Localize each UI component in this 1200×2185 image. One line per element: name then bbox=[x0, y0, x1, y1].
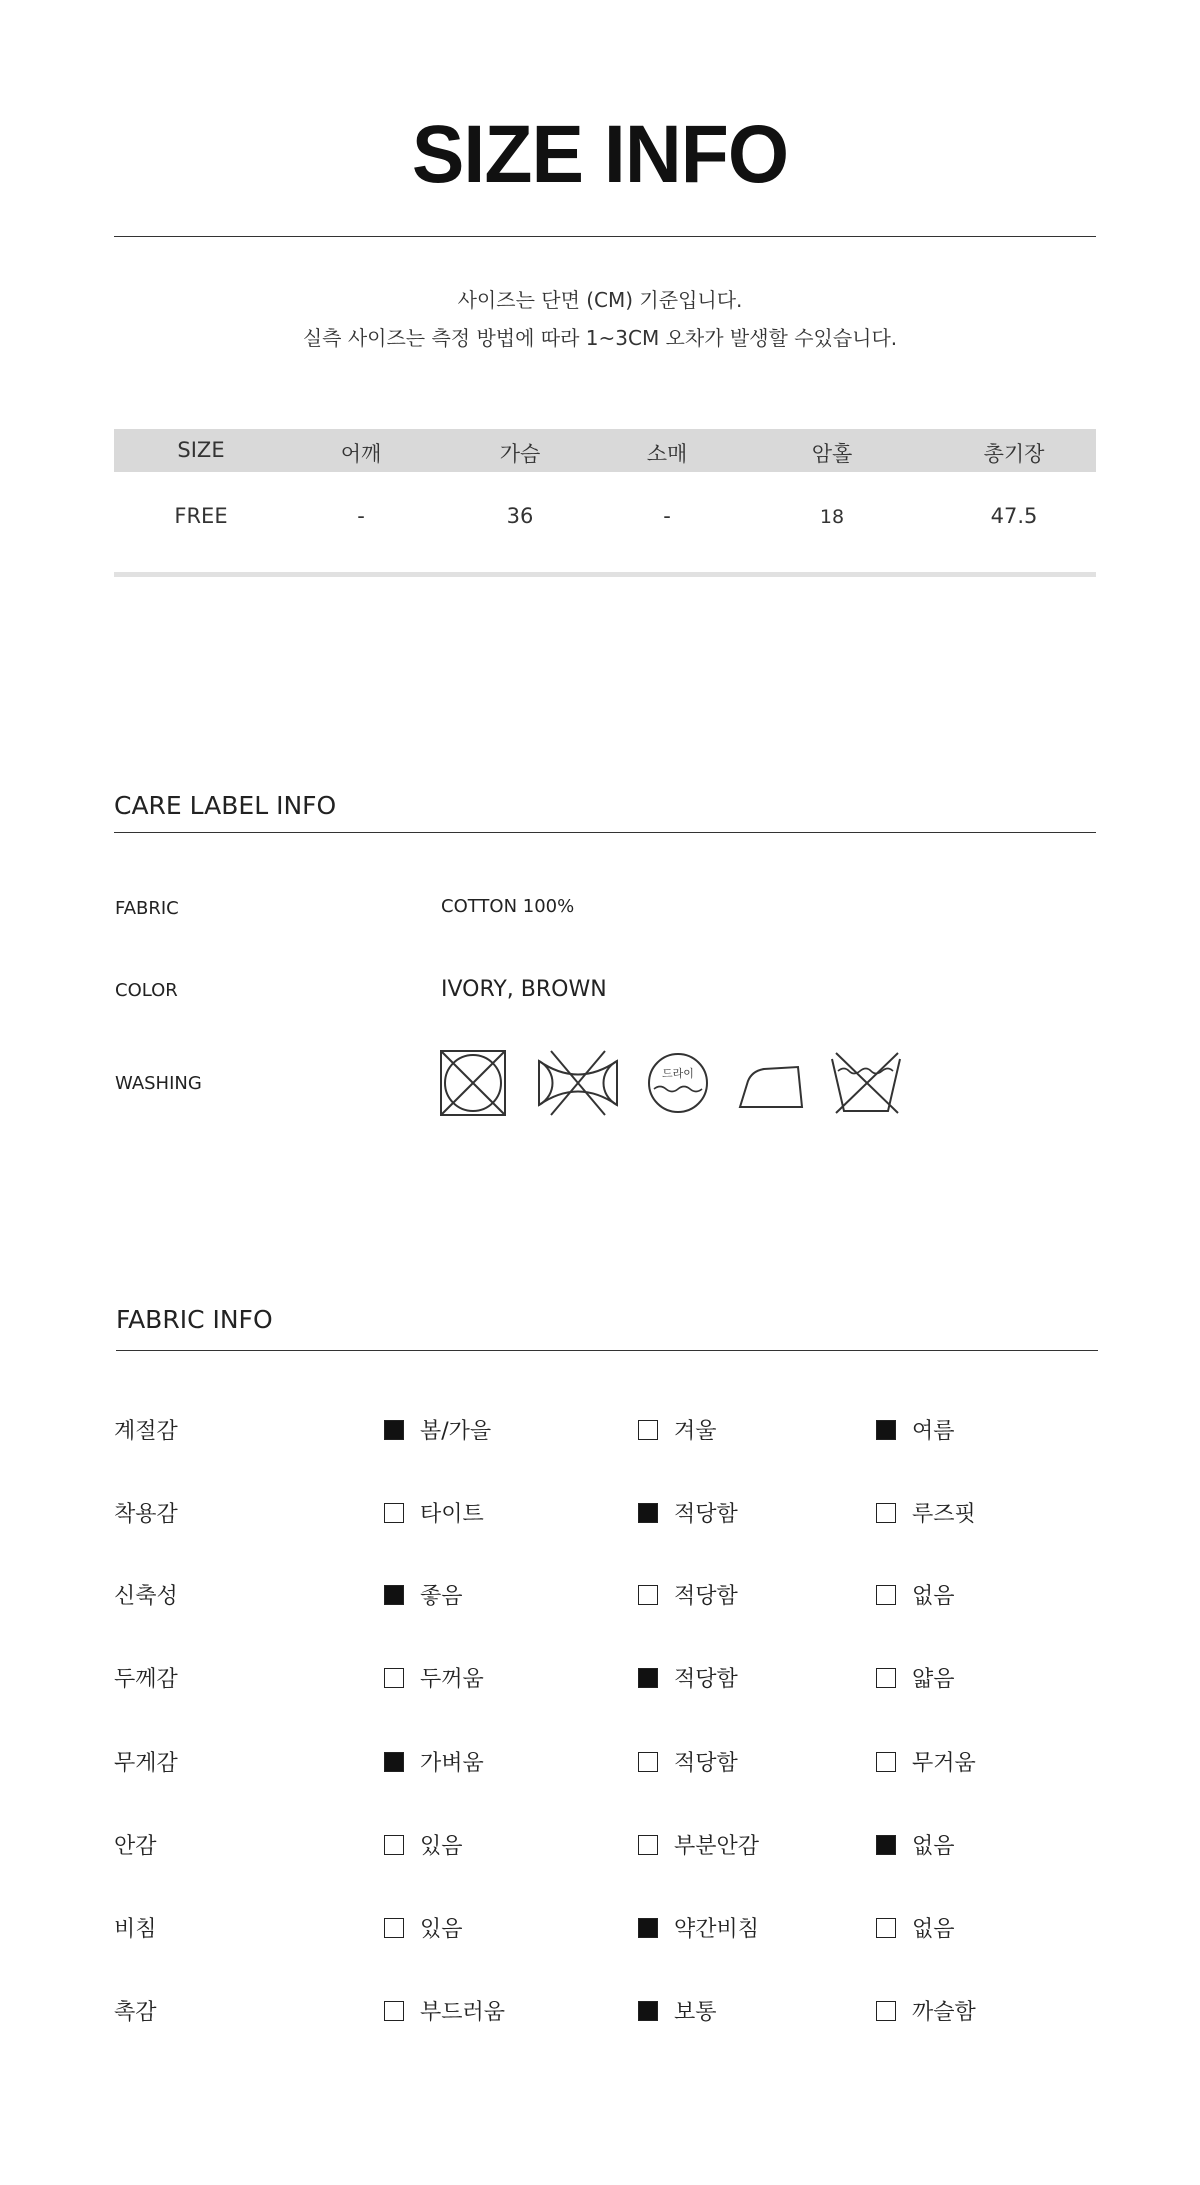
cell-armhole: 18 bbox=[819, 506, 845, 528]
fabric-option-label: 적당함 bbox=[674, 1584, 738, 1609]
dry-clean-text: 드라이 bbox=[662, 1067, 694, 1080]
fabric-option[interactable] bbox=[876, 1497, 976, 1528]
fabric-option[interactable] bbox=[876, 1662, 955, 1693]
size-notice-line2: 실측 사이즈는 측정 방법에 따라 1~3CM 오차가 발생할 수있습니다. bbox=[302, 326, 898, 350]
fabric-option-label: 부드러움 bbox=[420, 2000, 506, 2025]
unchecked-box-icon[interactable] bbox=[384, 1835, 404, 1855]
cell-total-length: 47.5 bbox=[990, 504, 1038, 528]
checked-box-icon[interactable] bbox=[638, 1503, 658, 1523]
fabric-option-label: 여름 bbox=[912, 1419, 955, 1444]
fabric-option-label: 있음 bbox=[420, 1834, 463, 1859]
care-label-divider bbox=[114, 832, 1096, 833]
checked-box-icon[interactable] bbox=[876, 1420, 896, 1440]
fabric-option[interactable] bbox=[638, 1414, 717, 1445]
fabric-option[interactable] bbox=[384, 1829, 463, 1860]
checked-box-icon[interactable] bbox=[876, 1835, 896, 1855]
fabric-option-label: 얇음 bbox=[912, 1667, 955, 1692]
fabric-option[interactable] bbox=[876, 1414, 955, 1445]
fabric-option-label: 무거움 bbox=[912, 1751, 976, 1776]
fabric-option[interactable] bbox=[638, 1829, 759, 1860]
header-armhole: 암홀 bbox=[811, 442, 853, 466]
no-wash-icon bbox=[437, 1045, 509, 1121]
fabric-option[interactable] bbox=[638, 1995, 717, 2026]
no-tumble-dry-icon bbox=[535, 1045, 621, 1121]
title-divider bbox=[114, 236, 1096, 237]
no-bleach-icon bbox=[828, 1045, 904, 1121]
fabric-option[interactable] bbox=[638, 1746, 738, 1777]
fabric-option[interactable] bbox=[384, 1579, 463, 1610]
header-sleeve: 소매 bbox=[646, 442, 688, 466]
fabric-option-label: 루즈핏 bbox=[912, 1502, 976, 1527]
fabric-info-divider bbox=[116, 1350, 1098, 1351]
size-table-row bbox=[114, 500, 1096, 540]
cell-chest: 36 bbox=[506, 504, 534, 528]
unchecked-box-icon[interactable] bbox=[384, 2001, 404, 2021]
fabric-option[interactable] bbox=[638, 1497, 738, 1528]
fabric-option[interactable] bbox=[876, 1912, 955, 1943]
fabric-row-label-fit: 착용감 bbox=[114, 1502, 178, 1527]
fabric-option-label: 있음 bbox=[420, 1917, 463, 1942]
fabric-row-label-lining: 안감 bbox=[114, 1834, 157, 1859]
checked-box-icon[interactable] bbox=[384, 1585, 404, 1605]
color-label: COLOR bbox=[115, 980, 178, 1001]
unchecked-box-icon[interactable] bbox=[876, 1585, 896, 1605]
unchecked-box-icon[interactable] bbox=[384, 1668, 404, 1688]
checked-box-icon[interactable] bbox=[384, 1420, 404, 1440]
fabric-option[interactable] bbox=[384, 1912, 463, 1943]
fabric-option-label: 적당함 bbox=[674, 1751, 738, 1776]
fabric-option-label: 두꺼움 bbox=[420, 1667, 484, 1692]
checked-box-icon[interactable] bbox=[638, 2001, 658, 2021]
fabric-option[interactable] bbox=[876, 1995, 976, 2026]
header-chest: 가슴 bbox=[499, 442, 541, 466]
fabric-value: COTTON 100% bbox=[441, 896, 575, 917]
fabric-row-label-sheerness: 비침 bbox=[114, 1917, 157, 1942]
fabric-option[interactable] bbox=[384, 1414, 491, 1445]
header-total-length: 총기장 bbox=[983, 442, 1045, 466]
fabric-option-label: 적당함 bbox=[674, 1502, 738, 1527]
unchecked-box-icon[interactable] bbox=[876, 1503, 896, 1523]
size-info-title: SIZE INFO bbox=[411, 109, 789, 200]
fabric-option[interactable] bbox=[876, 1579, 955, 1610]
cell-shoulder: - bbox=[357, 504, 365, 528]
checked-box-icon[interactable] bbox=[384, 1752, 404, 1772]
fabric-option-label: 까슬함 bbox=[912, 2000, 976, 2025]
fabric-option-label: 겨울 bbox=[674, 1419, 717, 1444]
unchecked-box-icon[interactable] bbox=[638, 1585, 658, 1605]
fabric-option-label: 봄/가을 bbox=[420, 1419, 492, 1444]
cell-sleeve: - bbox=[663, 504, 671, 528]
fabric-option[interactable] bbox=[384, 1746, 484, 1777]
checked-box-icon[interactable] bbox=[638, 1668, 658, 1688]
fabric-option[interactable] bbox=[384, 1497, 484, 1528]
dry-clean-icon bbox=[646, 1045, 710, 1121]
care-label-title: CARE LABEL INFO bbox=[114, 791, 337, 820]
fabric-option[interactable] bbox=[638, 1579, 738, 1610]
fabric-option[interactable] bbox=[384, 1995, 505, 2026]
fabric-option-label: 가벼움 bbox=[420, 1751, 484, 1776]
cell-size: FREE bbox=[174, 504, 228, 528]
fabric-option-label: 약간비침 bbox=[674, 1917, 760, 1942]
header-shoulder: 어깨 bbox=[340, 442, 382, 466]
fabric-row-label-weight: 무게감 bbox=[114, 1751, 178, 1776]
fabric-option[interactable] bbox=[876, 1829, 955, 1860]
fabric-option[interactable] bbox=[638, 1912, 759, 1943]
unchecked-box-icon[interactable] bbox=[876, 1918, 896, 1938]
fabric-option-label: 좋음 bbox=[420, 1584, 463, 1609]
iron-icon bbox=[736, 1045, 806, 1121]
unchecked-box-icon[interactable] bbox=[384, 1918, 404, 1938]
fabric-label: FABRIC bbox=[115, 898, 179, 919]
size-table-bottom-rule bbox=[114, 572, 1096, 577]
fabric-row-label-thickness: 두께감 bbox=[114, 1667, 178, 1692]
fabric-option[interactable] bbox=[638, 1662, 738, 1693]
fabric-option-label: 없음 bbox=[912, 1584, 955, 1609]
fabric-option[interactable] bbox=[876, 1746, 976, 1777]
fabric-option-label: 부분안감 bbox=[674, 1834, 760, 1859]
unchecked-box-icon[interactable] bbox=[876, 2001, 896, 2021]
unchecked-box-icon[interactable] bbox=[876, 1752, 896, 1772]
header-size: SIZE bbox=[177, 438, 225, 462]
unchecked-box-icon[interactable] bbox=[638, 1752, 658, 1772]
fabric-option-label: 없음 bbox=[912, 1917, 955, 1942]
unchecked-box-icon[interactable] bbox=[638, 1835, 658, 1855]
fabric-option-label: 보통 bbox=[674, 2000, 717, 2025]
fabric-option[interactable] bbox=[384, 1662, 484, 1693]
size-notice-line1: 사이즈는 단면 (CM) 기준입니다. bbox=[457, 288, 743, 312]
fabric-row-label-season: 계절감 bbox=[114, 1419, 178, 1444]
fabric-option-label: 적당함 bbox=[674, 1667, 738, 1692]
color-value: IVORY, BROWN bbox=[441, 977, 607, 1002]
fabric-row-label-stretch: 신축성 bbox=[114, 1584, 178, 1609]
fabric-option-label: 없음 bbox=[912, 1834, 955, 1859]
fabric-info-title: FABRIC INFO bbox=[116, 1305, 273, 1334]
checked-box-icon[interactable] bbox=[638, 1918, 658, 1938]
fabric-option-label: 타이트 bbox=[420, 1502, 484, 1527]
unchecked-box-icon[interactable] bbox=[638, 1420, 658, 1440]
washing-label: WASHING bbox=[115, 1073, 202, 1094]
size-table-header bbox=[114, 429, 1096, 472]
fabric-row-label-texture: 촉감 bbox=[114, 2000, 157, 2025]
unchecked-box-icon[interactable] bbox=[384, 1503, 404, 1523]
unchecked-box-icon[interactable] bbox=[876, 1668, 896, 1688]
